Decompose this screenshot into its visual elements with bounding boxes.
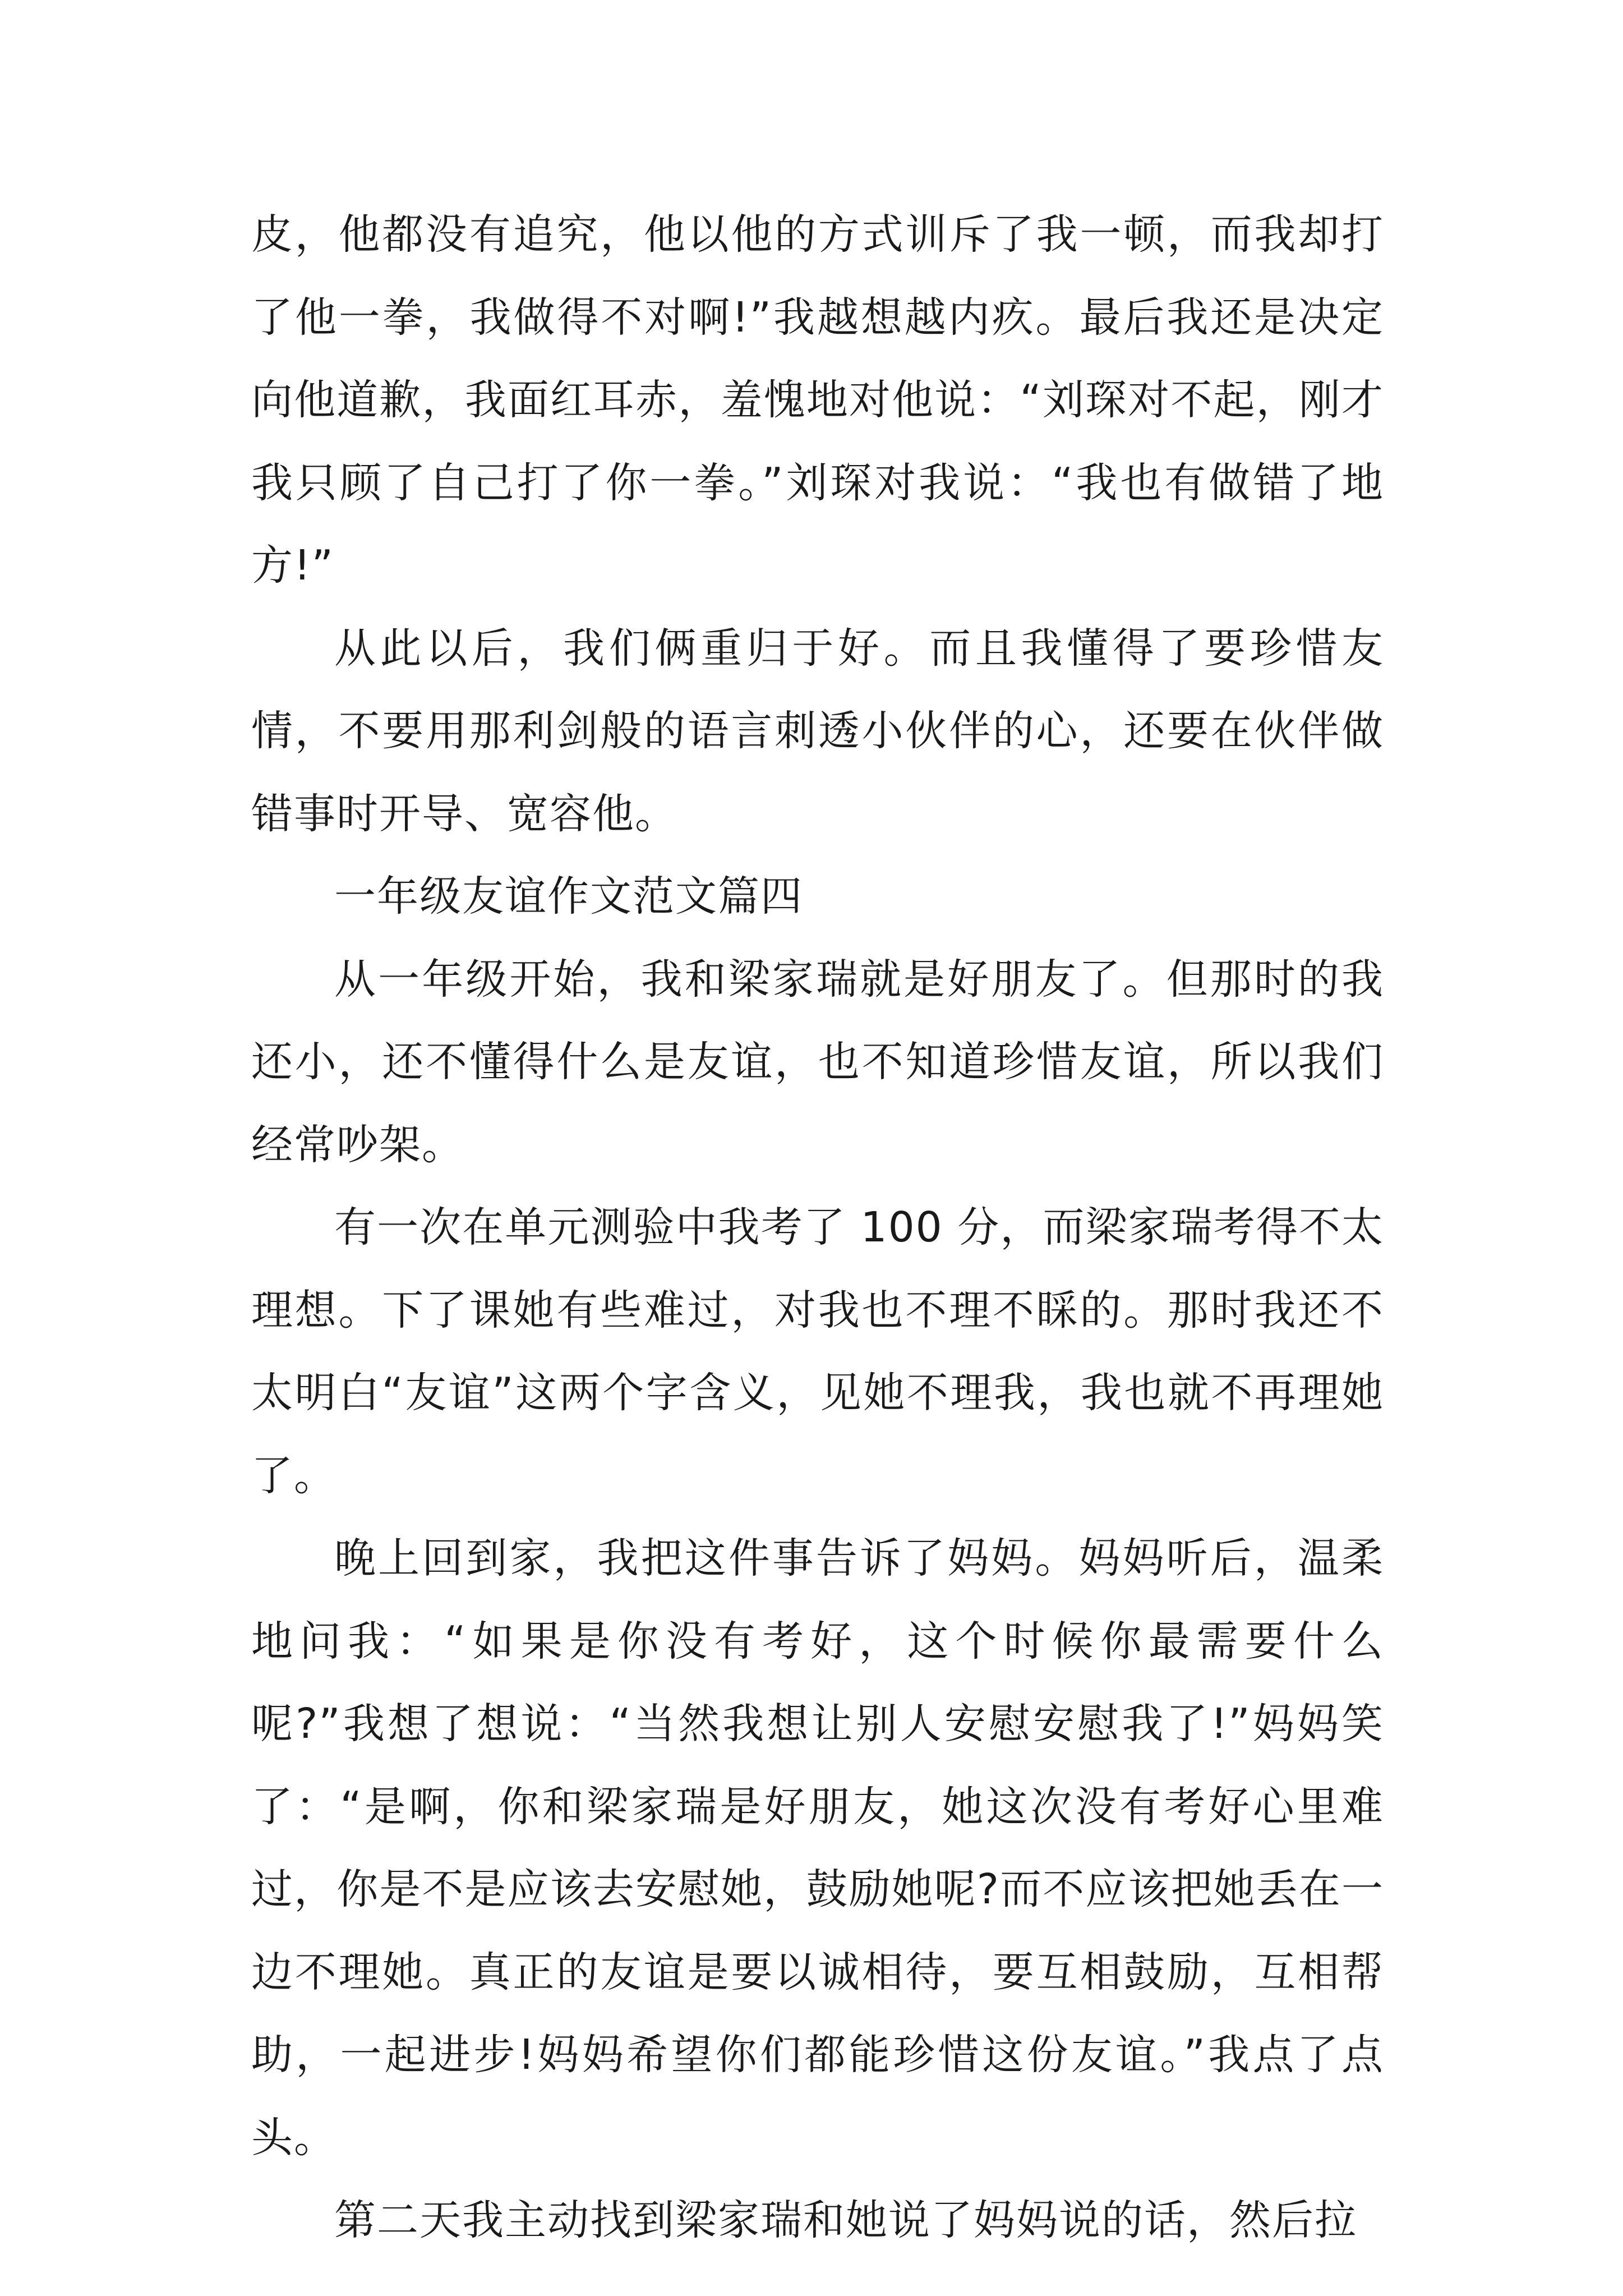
document-body [251, 194, 1384, 2262]
paragraph-6: 第二天我主动找到梁家瑞和她说了妈妈说的话，然后拉 [334, 2196, 1357, 2244]
paragraph-2: 从此以后，我们俩重归于好。而且我懂得了要珍惜友情，不要用那利剑般的语言刺透小伙伴的心，还要在伙伴做错事时开导、宽容他。 [251, 624, 1384, 838]
paragraph-1: 皮，他都没有追究，他以他的方式训斥了我一顿，而我却打了他一拳，我做得不对啊!”我越想越内疚。最后我还是决定向他道歉，我面红耳赤，羞愧地对他说：“刘琛对不起，刚才我只顾了自己打了你一拳。”刘琛对我说：“我也有做错了地方!” [251, 210, 1384, 590]
paragraph-4: 有一次在单元测验中我考了 100 分，而梁家瑞考得不太理想。下了课她有些难过，对我也不理不睬的。那时我还不太明白“友谊”这两个字含义，见她不理我，我也就不再理她了。 [251, 1203, 1384, 1500]
paragraph-3: 从一年级开始，我和梁家瑞就是好朋友了。但那时的我还小，还不懂得什么是友谊，也不知道珍惜友谊，所以我们经常吵架。 [251, 955, 1384, 1169]
section-heading: 一年级友谊作文范文篇四 [334, 872, 803, 921]
paragraph-5: 晚上回到家，我把这件事告诉了妈妈。妈妈听后，温柔地问我：“如果是你没有考好，这个时候你最需要什么呢?”我想了想说：“当然我想让别人安慰安慰我了!”妈妈笑了：“是啊，你和梁家瑞是好朋友，她这次没有考好心里难过，你是不是应该去安慰她，鼓励她呢?而不应该把她丢在一边不理她。真正的友谊是要以诚相待，要互相鼓励，互相帮助，一起进步!妈妈希望你们都能珍惜这份友谊。”我点了点头。 [251, 1534, 1384, 2162]
